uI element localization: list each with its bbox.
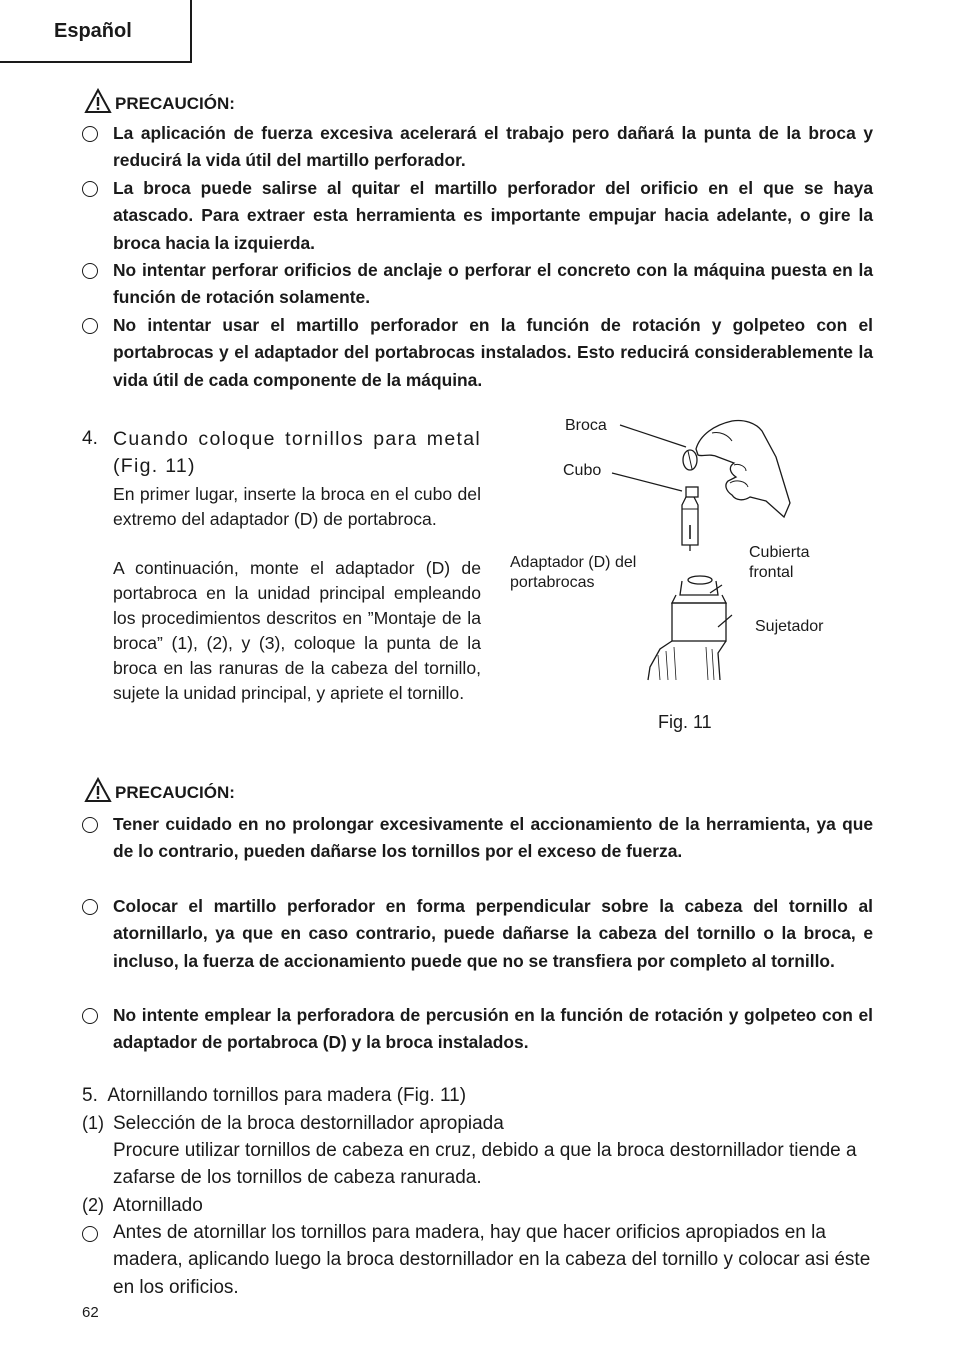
section5-bullet: Antes de atornillar los tornillos para madera, hay que hacer orificios apropiados en la madera, aplicando luego la broca destornillador en la cabeza del tornillo y colocar asi éste en los orificios. — [113, 1222, 871, 1298]
caution-heading-1 — [84, 88, 235, 114]
caution1-item-2: La broca puede salirse al quitar el martillo perforador del orificio en el que se haya atascado. Para extraer esta herramienta es importante empujar hacia adelante, o gire la broca hacia la izquierda. — [113, 178, 873, 253]
bullet-icon — [82, 181, 98, 197]
figure-label-broca: Broca — [565, 417, 607, 434]
language-label: Español — [54, 20, 132, 42]
figure-caption: Fig. 11 — [658, 712, 712, 732]
caution2-item-2: Colocar el martillo perforador en forma perpendicular sobre la cabeza del tornillo al atornillarlo, ya que en caso contrario, puede dañarse la cabeza del tornillo o la broca, e incluso, la fuerza de accionamiento puede que no se transfiera por completo al tornillo. — [113, 896, 873, 971]
section5-sub1-number: (1) — [82, 1113, 104, 1133]
caution2-item-3: No intente emplear la perforadora de percusión en la función de rotación y golpeteo con el adaptador de portabroca (D) y la broca instalados. — [113, 1005, 873, 1053]
caution1-item-4: No intentar usar el martillo perforador en la función de rotación y golpeteo con el portabrocas y el adaptador del portabrocas instalados. Esto reducirá considerablemente la vida útil de cada componente de la máquina. — [113, 315, 873, 390]
page-number: 62 — [82, 1304, 99, 1321]
section5-sub2-number: (2) — [82, 1195, 104, 1215]
section5-title: 5. Atornillando tornillos para madera (Fig. 11) — [82, 1085, 467, 1106]
warning-icon — [84, 777, 112, 803]
caution2-item-1: Tener cuidado en no prolongar excesivamente el accionamiento de la herramienta, ya que de lo contrario, pueden dañarse los tornillos por el exceso de fuerza. — [113, 814, 873, 862]
section5-sub2-title: Atornillado — [113, 1195, 203, 1216]
warning-icon — [84, 88, 112, 114]
section4-number: 4. — [82, 428, 98, 449]
section4-paragraph-1: En primer lugar, inserte la broca en el cubo del extremo del adaptador (D) de portabroca. — [113, 484, 481, 529]
caution1-item-3: No intentar perforar orificios de anclaje o perforar el concreto con la máquina puesta en la función de rotación solamente. — [113, 260, 873, 308]
bullet-icon — [82, 817, 98, 833]
section4-paragraph-2: A continuación, monte el adaptador (D) de portabroca en la unidad principal empleando los procedimientos descritos en ”Montaje de la broca” (1), (2), y (3), coloque la punta de la broca en las ranuras de la cabeza del tornillo, sujete la unidad principal, y apriete el tornillo. — [113, 558, 481, 703]
figure-label-sujetador: Sujetador — [755, 618, 824, 635]
caution1-item-1: La aplicación de fuerza excesiva acelerará el trabajo pero dañará la punta de la broca y reducirá la vida útil del martillo perforador. — [113, 123, 873, 171]
figure-label-adaptador: Adaptador (D) del portabrocas — [510, 554, 637, 591]
caution-title-1: PRECAUCIÓN: — [115, 94, 235, 113]
caution-title-2: PRECAUCIÓN: — [115, 783, 235, 802]
language-tab — [0, 0, 192, 63]
bullet-icon — [82, 899, 98, 915]
section5-sub1-text: Procure utilizar tornillos de cabeza en cruz, debido a que la broca destornillador tiende a zafarse de los tornillos de cabeza ranurada. — [113, 1140, 857, 1189]
section5-sub1-title: Selección de la broca destornillador apropiada — [113, 1113, 504, 1134]
section4-title: Cuando coloque tornillos para metal (Fig. 11) — [113, 428, 481, 477]
bullet-icon — [82, 1226, 98, 1242]
figure-label-cubo: Cubo — [563, 462, 602, 479]
bullet-icon — [82, 126, 98, 142]
figure-label-cubierta: Cubierta frontal — [749, 544, 810, 581]
bullet-icon — [82, 263, 98, 279]
caution-heading-2 — [84, 777, 235, 803]
bullet-icon — [82, 1008, 98, 1024]
bullet-icon — [82, 318, 98, 334]
